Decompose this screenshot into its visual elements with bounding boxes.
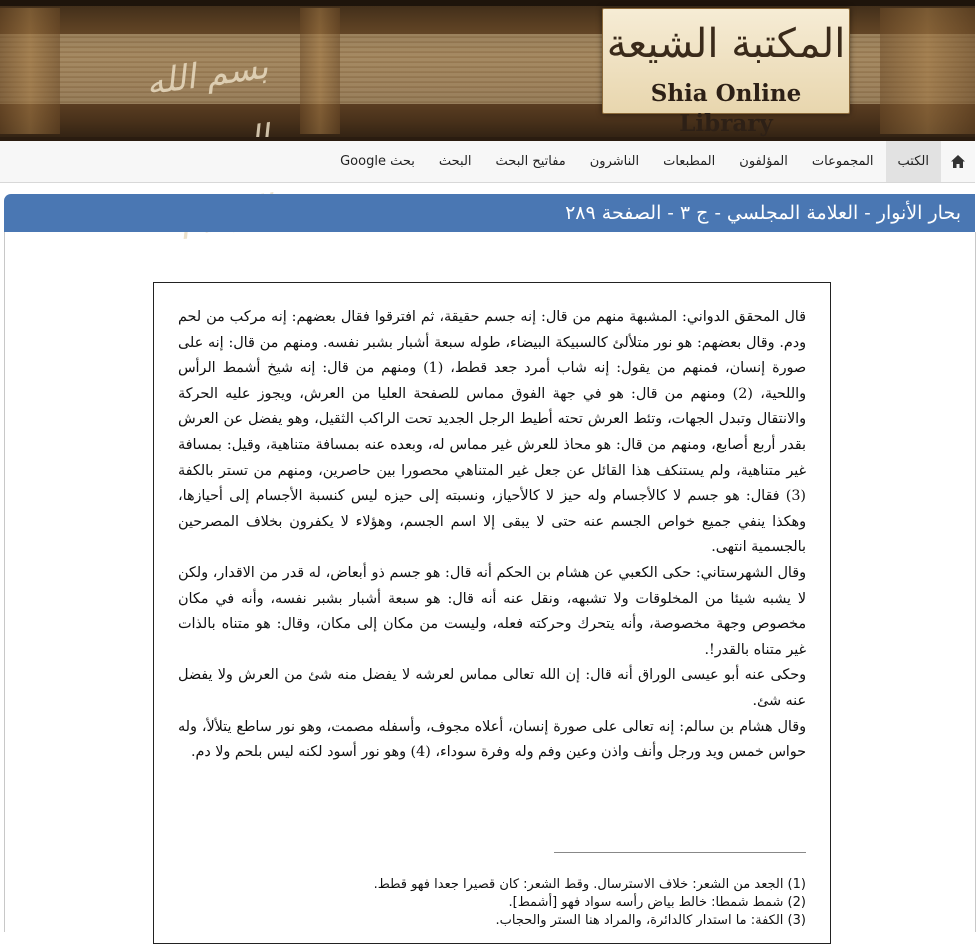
paragraph: وقال الشهرستاني: حكى الكعبي عن هشام بن الحكم أنه قال: هو جسم ذو أبعاض، له قدر من الاقدار، ولكن لا يشبه شيئا من المخلوقات ولا تشبهه، ونقل عنه أنه قال: هو سبعة أشبار بشبر نفسه، وأنه في مكان مخصوص وجهة مخصوصة، وأنه يتحرك وحركته فعله، وليست من مكان إلى مكان، وقال: هو متناه بالذات غير متناه بالقدر!. — [178, 564, 806, 658]
logo-english-text: Shia Online Library — [650, 80, 802, 137]
home-icon-glyph — [950, 154, 966, 169]
footnote: (3) الكفة: ما استدار كالدائرة، والمراد هنا الستر والحجاب. — [495, 913, 806, 928]
book-page — [153, 282, 831, 944]
site-banner — [0, 0, 975, 141]
banner-book-spine — [880, 8, 975, 134]
nav-authors[interactable]: المؤلفون — [739, 154, 788, 169]
footnotes — [178, 876, 806, 930]
footnote: (2) شمط شمطا: خالط بياض رأسه سواد فهو [أشمط]. — [508, 895, 806, 910]
paragraph: قال المحقق الدواني: المشبهة منهم من قال: إنه جسم حقيقة، ثم افترقوا فقال بعضهم: إنه مركب من لحم ودم. وقال بعضهم: هو نور متلألئ كالسبيكة البيضاء، طوله سبعة أشبار بشبر نفسه. ومنهم من قال: إنه على صورة إنسان، فمنهم من يقول: إنه شاب أمرد جعد قطط، (1) ومنهم من قال: إنه شيخ أشمط الرأس واللحية، (2) ومنهم من قال: هو في جهة الفوق مماس للصفحة العليا من العرش، ويجوز عليه الحركة والانتقال وتبدل الجهات، وتئط العرش تحته أطيط الرجل الجديد تحت الراكب الثقيل، وهو يفضل عن العرش بقدر أربع أصابع، ومنهم من قال: هو محاذ للعرش غير مماس له، وبعده عنه بمسافة متناهية، وقيل: بمسافة غير متناهية، ولم يستنكف هذا القائل عن جعل غير المتناهي محصورا بين حاصرين، ومنهم من تستر بالكفة (3) فقال: هو جسم لا كالأجسام وله حيز لا كالأحياز، ونسبته إلى حيزه ليس كنسبة الأجسام إلى أحيازها، وهكذا ينفي جميع خواص الجسم عنه حتى لا يبقى إلا اسم الجسم، وهؤلاء لا يكفرون بخلاف المصرحين بالجسمية انتهى. — [178, 309, 806, 556]
page-title: بحار الأنوار - العلامة المجلسي - ج ٣ - الصفحة ٢٨٩ — [565, 202, 961, 224]
nav-search[interactable]: البحث — [438, 154, 472, 169]
page-text — [178, 305, 806, 766]
nav-printers[interactable]: المطبعات — [663, 154, 716, 169]
main-nav — [0, 141, 975, 183]
site-logo[interactable] — [602, 8, 850, 137]
footnote-divider — [554, 852, 806, 853]
footnote: (1) الجعد من الشعر: خلاف الاسترسال. وقط الشعر: كان قصيرا جعدا فهو قطط. — [373, 877, 806, 892]
paragraph: وقال هشام بن سالم: إنه تعالى على صورة إنسان، أعلاه مجوف، وأسفله مصمت، وهو نور ساطع يتلألأ، وله حواس خمس ويد ورجل وأنف واذن وعين وفم وله وفرة سوداء، (4) وهو نور أسود لكنه ليس بلحم ولا دم. — [178, 718, 806, 761]
home-icon[interactable] — [941, 141, 975, 182]
page-title-bar — [4, 194, 975, 232]
nav-items — [328, 141, 975, 182]
paragraph: وحكى عنه أبو عيسى الوراق أنه قال: إن الله تعالى مماس لعرشه لا يفضل منه شئ من العرش ولا يفضل عنه شئ. — [178, 667, 806, 709]
banner-book-spine — [0, 8, 60, 134]
nav-google-search[interactable]: بحث Google — [340, 154, 415, 169]
banner-top-border — [0, 0, 975, 6]
banner-book-spine — [300, 8, 340, 134]
basmala-calligraphy: بسم الله — [143, 46, 271, 104]
nav-search-keys[interactable]: مفاتيح البحث — [495, 154, 566, 169]
nav-publishers[interactable]: الناشرون — [589, 154, 640, 169]
logo-arabic-text: المكتبة الشيعة — [606, 21, 846, 67]
nav-collections[interactable]: المجموعات — [811, 154, 874, 169]
nav-books[interactable]: الكتب — [886, 141, 941, 182]
